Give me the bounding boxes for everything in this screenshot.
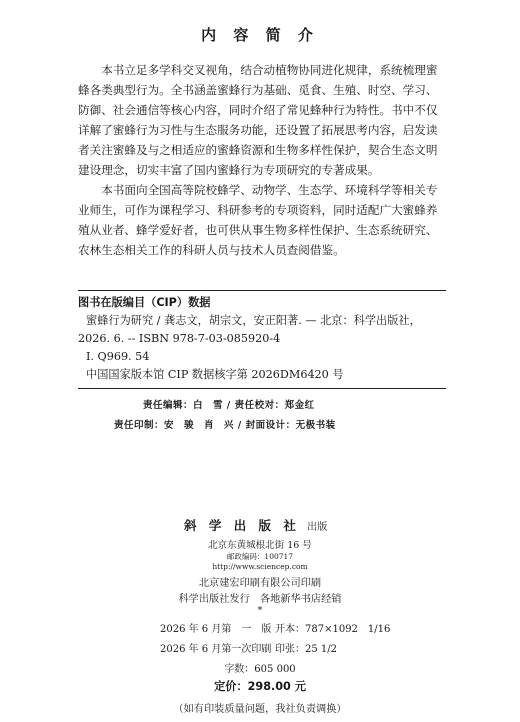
- publisher-postcode: 邮政编码：100717: [226, 552, 294, 561]
- publisher-logo: 斜 学 出 版 社: [184, 518, 300, 533]
- intro-paragraph-1: 本书立足多学科交叉视角，结合动植物协同进化规律，系统梳理蜜蜂各类典型行为。全书涵盖蜜蜂行为基础、觅食、生殖、时空、学习、防御、社会通信等核心内容，同时介绍了常见蜂种行为特性。书中不仅详解了蜜蜂行为习性与生态服务功能，还设置了拓展思考内容，启发读者关注蜜蜂及与之相适应的蜜蜂资源和生物多样性保护，契合生态文明建设理念，切实丰富了国内蜜蜂行为专项研究的专著成果。: [78, 63, 438, 177]
- cip-line-2: 2026. 6. -- ISBN 978-7-03-085920-4: [78, 332, 281, 345]
- cip-block: [78, 294, 421, 384]
- distributor-line: 科学出版社发行 各地新华书店经销: [178, 594, 342, 605]
- format: 开本：787×1092 1/16: [275, 624, 391, 635]
- quality-notice: （如有印装质量问题，我社负责调换）: [173, 704, 347, 715]
- cip-line-3: Ⅰ. Q969. 54: [86, 350, 150, 363]
- sheets: 印张：25 1/2: [275, 644, 337, 655]
- print-date: 2026 年 6 月第一次印刷: [160, 644, 272, 655]
- separator-star: *: [257, 605, 263, 616]
- cip-line-1: 蜜蜂行为研究 / 龚志文，胡宗文，安正阳著. — 北京：科学出版社，: [86, 314, 421, 327]
- printer-line: 北京建宏印刷有限公司印刷: [198, 578, 322, 589]
- word-count: 字数：605 000: [224, 664, 296, 675]
- cip-top-rule: [78, 290, 446, 291]
- publisher-suffix: 出版: [307, 522, 328, 533]
- publisher-address: 北京东黄城根北街 16 号: [208, 540, 312, 551]
- page-title: 内 容 简 介: [201, 26, 319, 44]
- intro-paragraph-2: 本书面向全国高等院校蜂学、动物学、生态学、环境科学等相关专业师生，可作为课程学习、科研参考的专项资料，同时适配广大蜜蜂养殖从业者、蜂学爱好者，也可供从事生物多样性保护、生态系统研究、农林生态相关工作的科研人员与技术人员查阅借鉴。: [78, 183, 438, 257]
- cip-line-4: 中国国家版本馆 CIP 数据核字第 2026DM6420 号: [86, 368, 344, 381]
- credits-line-2: 责任印制：安 骏 肖 兴 / 封面设计：无极书装: [114, 420, 336, 431]
- publisher-name: [184, 515, 327, 534]
- price: 定价：298.00 元: [214, 680, 306, 693]
- publisher-website: http://www.sciencep.com: [212, 562, 308, 571]
- credits-line-1: 责任编辑：白 雪 / 责任校对：郑金红: [143, 400, 315, 411]
- edition-date: 2026 年 6 月第 一 版: [160, 624, 272, 635]
- cip-heading: 图书在版编目（CIP）数据: [78, 296, 211, 309]
- cip-bottom-rule: [78, 388, 446, 389]
- intro-section: [78, 60, 446, 260]
